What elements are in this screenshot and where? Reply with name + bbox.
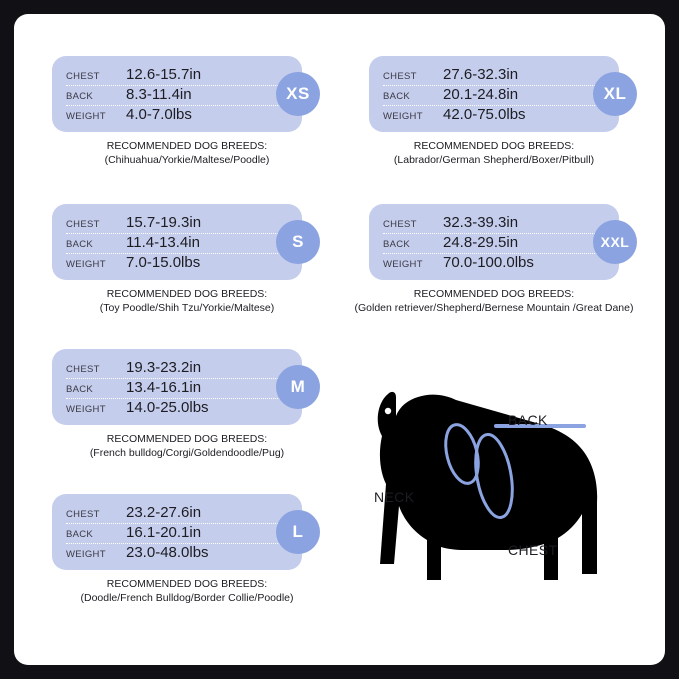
measurement-rows	[66, 66, 296, 125]
size-card-xs	[52, 56, 310, 132]
row-label-chest: CHEST	[383, 71, 417, 82]
breeds-heading: RECOMMENDED DOG BREEDS:	[413, 288, 575, 300]
row-value-chest: 19.3-23.2in	[126, 359, 202, 376]
row-value-back: 24.8-29.5in	[443, 234, 519, 251]
size-badge-xxl: XXL	[593, 220, 637, 264]
breeds-list: (French bulldog/Corgi/Goldendoodle/Pug)	[89, 447, 285, 459]
row-label-weight: WEIGHT	[66, 259, 106, 270]
row-label-back: BACK	[66, 384, 94, 395]
row-label-back: BACK	[383, 91, 411, 102]
row-value-back: 20.1-24.8in	[443, 86, 519, 103]
row-value-chest: 15.7-19.3in	[126, 214, 202, 231]
size-badge-s: S	[276, 220, 320, 264]
dog-measurement-diagram	[344, 364, 644, 634]
measurement-rows	[383, 66, 613, 125]
size-badge-xs: XS	[276, 72, 320, 116]
size-badge-xl: XL	[593, 72, 637, 116]
row-value-chest: 32.3-39.3in	[443, 214, 519, 231]
measurement-row-weight	[383, 106, 613, 125]
label-chest: CHEST	[508, 542, 558, 558]
row-label-weight: WEIGHT	[66, 111, 106, 122]
row-value-back: 11.4-13.4in	[126, 234, 200, 251]
row-label-chest: CHEST	[66, 71, 100, 82]
breeds-heading: RECOMMENDED DOG BREEDS:	[106, 578, 268, 590]
row-value-weight: 23.0-48.0lbs	[126, 544, 209, 561]
measurement-row-chest	[66, 504, 296, 524]
breeds-l	[52, 577, 322, 605]
measurement-row-back	[66, 234, 296, 254]
row-label-weight: WEIGHT	[383, 259, 423, 270]
row-label-chest: CHEST	[66, 509, 100, 520]
size-card-s	[52, 204, 302, 280]
row-value-chest: 23.2-27.6in	[126, 504, 202, 521]
breeds-xxl	[349, 287, 639, 315]
row-value-back: 13.4-16.1in	[126, 379, 202, 396]
measurement-row-weight	[383, 254, 613, 273]
row-value-back: 16.1-20.1in	[126, 524, 202, 541]
row-label-back: BACK	[66, 91, 94, 102]
row-value-chest: 12.6-15.7in	[126, 66, 202, 83]
breeds-heading: RECOMMENDED DOG BREEDS:	[106, 433, 268, 445]
row-value-weight: 7.0-15.0lbs	[126, 254, 201, 271]
row-label-back: BACK	[66, 239, 94, 250]
measurement-rows	[383, 214, 613, 273]
size-card-xxl	[369, 204, 630, 280]
breeds-heading: RECOMMENDED DOG BREEDS:	[106, 140, 268, 152]
measurement-row-back	[383, 86, 613, 106]
breeds-heading: RECOMMENDED DOG BREEDS:	[413, 140, 575, 152]
breeds-xs	[52, 139, 322, 167]
row-label-back: BACK	[66, 529, 94, 540]
measurement-rows	[66, 214, 296, 273]
breeds-xl	[349, 139, 639, 167]
breeds-list: (Labrador/German Shepherd/Boxer/Pitbull)	[393, 154, 595, 166]
size-block-xs	[52, 56, 322, 167]
row-value-chest: 27.6-32.3in	[443, 66, 519, 83]
row-label-weight: WEIGHT	[66, 404, 106, 415]
breeds-list: (Toy Poodle/Shih Tzu/Yorkie/Maltese)	[99, 302, 275, 314]
measurement-row-chest	[383, 214, 613, 234]
label-back: BACK	[508, 412, 548, 428]
measurement-row-back	[66, 524, 296, 544]
measurement-row-chest	[66, 359, 296, 379]
measurement-row-chest	[66, 214, 296, 234]
measurement-row-back	[66, 379, 296, 399]
row-value-weight: 42.0-75.0lbs	[443, 106, 526, 123]
breeds-list: (Chihuahua/Yorkie/Maltese/Poodle)	[104, 154, 270, 166]
row-label-chest: CHEST	[383, 219, 417, 230]
breeds-heading: RECOMMENDED DOG BREEDS:	[106, 288, 268, 300]
measurement-row-weight	[66, 106, 296, 125]
measurement-row-back	[383, 234, 613, 254]
measurement-row-chest	[383, 66, 613, 86]
measurement-row-chest	[66, 66, 296, 86]
breeds-m	[52, 432, 322, 460]
size-block-s	[52, 204, 322, 315]
row-value-weight: 4.0-7.0lbs	[126, 106, 192, 123]
row-label-weight: WEIGHT	[383, 111, 423, 122]
size-block-m	[52, 349, 322, 460]
size-block-xxl	[349, 204, 639, 315]
row-value-weight: 70.0-100.0lbs	[443, 254, 534, 271]
row-label-chest: CHEST	[66, 364, 100, 375]
breeds-list: (Golden retriever/Shepherd/Bernese Mountain /Great Dane)	[354, 302, 634, 314]
size-card-l	[52, 494, 302, 570]
measurement-row-weight	[66, 544, 296, 563]
measurement-rows	[66, 504, 296, 563]
row-value-weight: 14.0-25.0lbs	[126, 399, 209, 416]
measurement-row-weight	[66, 254, 296, 273]
size-badge-m: M	[276, 365, 320, 409]
row-label-chest: CHEST	[66, 219, 100, 230]
measurement-rows	[66, 359, 296, 418]
size-block-l	[52, 494, 322, 605]
label-neck: NECK	[374, 489, 415, 505]
breeds-list: (Doodle/French Bulldog/Border Collie/Poodle)	[80, 592, 294, 604]
row-label-weight: WEIGHT	[66, 549, 106, 560]
measurement-row-back	[66, 86, 296, 106]
size-badge-l: L	[276, 510, 320, 554]
size-block-xl	[349, 56, 639, 167]
size-card-m	[52, 349, 306, 425]
row-label-back: BACK	[383, 239, 411, 250]
row-value-back: 8.3-11.4in	[126, 86, 192, 103]
breeds-s	[52, 287, 322, 315]
measurement-row-weight	[66, 399, 296, 418]
size-chart-panel	[14, 14, 665, 665]
size-card-xl	[369, 56, 627, 132]
